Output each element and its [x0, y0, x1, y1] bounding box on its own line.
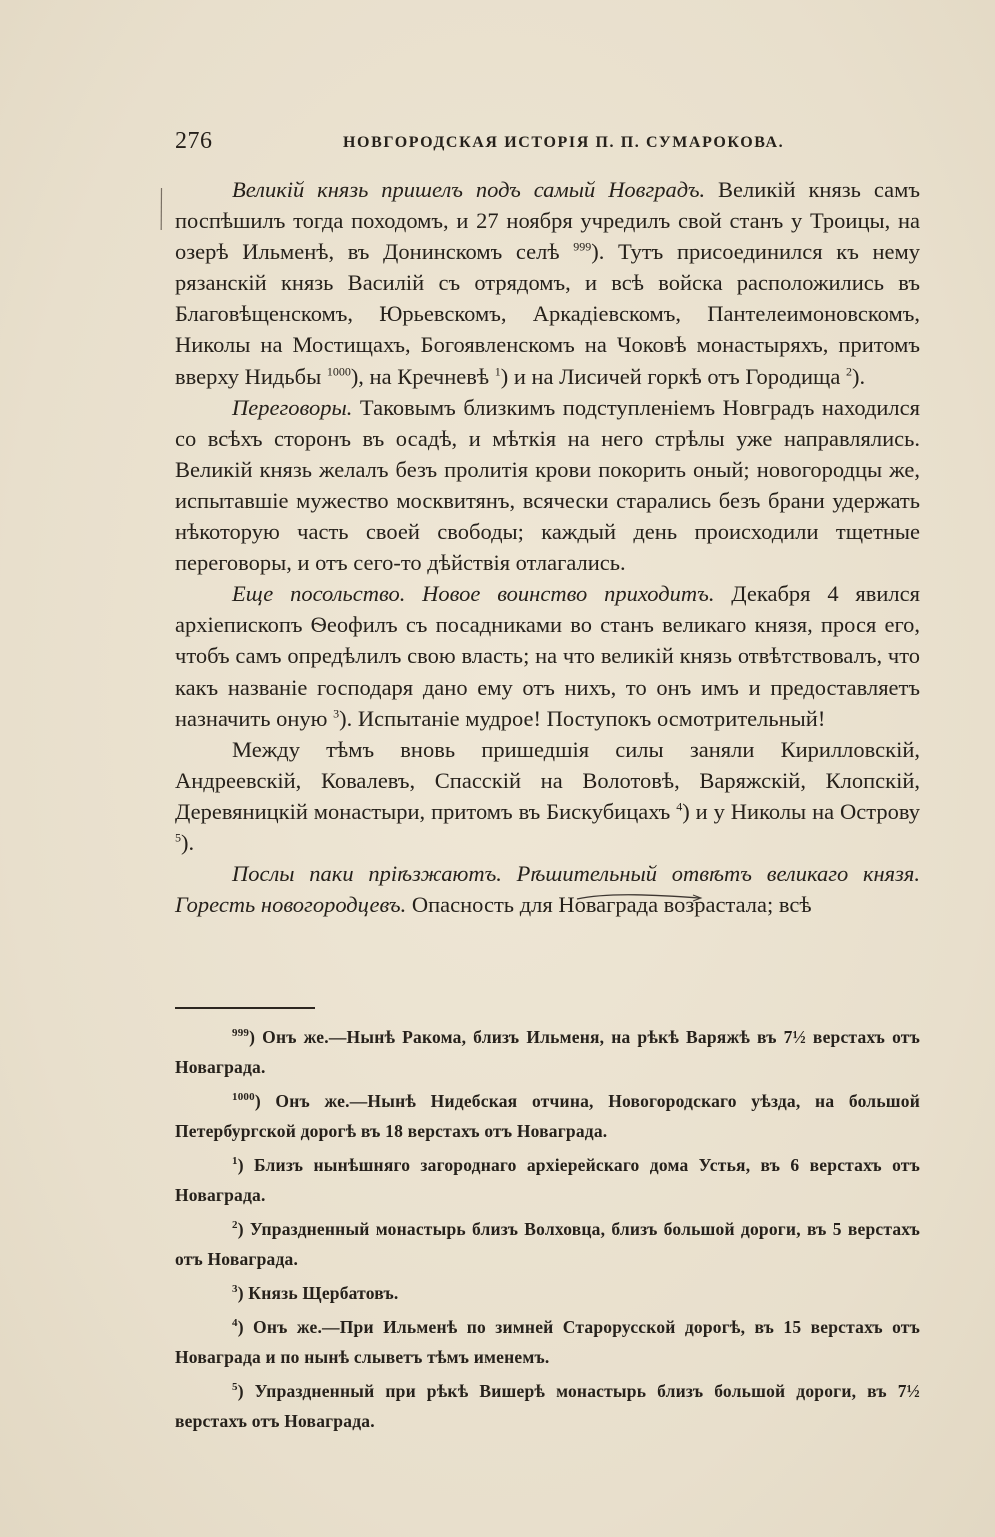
footnote: $^{999}$) Онъ же.—Нынѣ Ракома, близъ Ильменя, на рѣкѣ Варяжѣ въ 7½ верстахъ отъ Новаграда.: [175, 1027, 920, 1077]
footnote-mark: 3: [232, 1283, 238, 1296]
footnote: $^{1000}$) Онъ же.—Нынѣ Нидебская отчина, Новогородскаго уѣзда, на большой Петербургской дорогѣ въ 18 верстахъ отъ Новаграда.: [175, 1091, 920, 1141]
paragraph-2: Переговоры. Таковымъ близкимъ подступленіемъ Новградъ находился со всѣхъ сторонъ въ осадѣ, и мѣткія на него стрѣлы уже направлялись. Великій князь желалъ безъ пролитія крови покорить оный; новогородцы же, испытавшіе мужество москвитянъ, всячески старались безъ брани удержать нѣкоторую часть своей свободы; каждый день происходили тщетные переговоры, и отъ сего-то дѣйствія отлагались.: [175, 394, 920, 576]
footnote-ref: 4: [676, 799, 683, 814]
paragraph-1: Великій князь пришелъ подъ самый Новградъ. Великій князь самъ поспѣшилъ тогда походомъ, и 27 ноября учредилъ свой станъ у Троицы, на озерѣ Ильменѣ, въ Донинскомъ селѣ $^{999}$). Тутъ присоединился къ нему рязанскій князь Василій съ отрядомъ, и всѣ войска расположились въ Благовѣщенскомъ, Юрьевскомъ, Аркадіевскомъ, Пантелеимоновскомъ, Николы на Мостищахъ, Богоявленскомъ на Чоковѣ монастыряхъ, притомъ вверху Нидьбы $^{1000}$), на Кречневѣ $^1$) и на Лисичей горкѣ отъ Городища $^2$).: [175, 177, 920, 389]
footnote-ref: 1: [494, 364, 501, 379]
footnote: $^4$) Онъ же.—При Ильменѣ по зимней Старорусской дорогѣ, въ 15 верстахъ отъ Новаграда и по нынѣ слыветъ тѣмъ именемъ.: [175, 1317, 920, 1367]
footnote-ref: 3: [333, 706, 340, 721]
footnote-mark: 4: [232, 1317, 238, 1330]
sidenote: Еще посольство. Новое воинство приходитъ.: [232, 581, 715, 607]
pencil-underline-mark: [575, 890, 705, 904]
footnote: $^5$) Упраздненный при рѣкѣ Вишерѣ монастырь близъ большой дороги, въ 7½ верстахъ отъ Новаграда.: [175, 1381, 920, 1431]
footnote-mark: 2: [232, 1219, 238, 1232]
running-title: НОВГОРОДСКАЯ ИСТОРІЯ П. П. СУМАРОКОВА.: [343, 134, 785, 151]
footnote-ref: 2: [845, 364, 852, 379]
sidenote: Переговоры.: [232, 394, 353, 420]
footnote-ref: 999: [573, 239, 592, 254]
margin-pencil-mark: [160, 188, 163, 230]
page-number: 276: [175, 128, 213, 154]
footnotes: [175, 1022, 920, 1440]
footnote-mark: 1000: [232, 1091, 255, 1104]
footnote: $^3$) Князь Щербатовъ.: [232, 1283, 399, 1303]
footnote: $^2$) Упраздненный монастырь близъ Волховца, близъ большой дороги, въ 5 верстахъ отъ Новаграда.: [175, 1219, 920, 1269]
footnote-mark: 999: [232, 1027, 250, 1040]
footnote: $^1$) Близъ нынѣшняго загороднаго архіерейскаго дома Устья, въ 6 верстахъ отъ Новаграда.: [175, 1155, 920, 1205]
paragraph-4: Между тѣмъ вновь пришедшія силы заняли Кирилловскій, Андреевскій, Ковалевъ, Спасскій на Волотовѣ, Варяжскій, Клопскій, Деревяницкій монастыри, притомъ въ Бискубицахъ $^4$) и у Николы на Острову $^5$).: [175, 736, 921, 855]
footnote-rule: [175, 1007, 315, 1009]
paragraph-5: Послы паки пріѣзжаютъ. Рѣшительный отвѣтъ великаго князя. Горесть новогородцевъ. Опасность для Новаграда возрастала; всѣ: [175, 861, 920, 918]
paragraph-3: Еще посольство. Новое воинство приходитъ. Декабря 4 явился архіепископъ Ѳеофилъ съ посадниками во станъ великаго князя, прося его, чтобъ самъ опредѣлилъ свою власть; на что великій князь отвѣтствовалъ, что какъ названіе господаря дано ему отъ нихъ, то онъ имъ и предоставляетъ назначить оную $^3$). Испытаніе мудрое! Поступокъ осмотрительный!: [175, 581, 920, 731]
page-header: [175, 128, 920, 158]
sidenote: Великій князь пришелъ подъ самый Новградъ.: [232, 177, 706, 202]
sidenote: Послы паки пріѣзжаютъ. Рѣшительный отвѣтъ великаго князя. Горесть новогородцевъ.: [175, 861, 920, 918]
footnote-ref: 1000: [326, 364, 351, 379]
footnote-ref: 5: [175, 830, 181, 845]
main-text: [175, 174, 920, 920]
footnote-mark: 1: [232, 1155, 238, 1168]
footnote-mark: 5: [232, 1381, 238, 1394]
